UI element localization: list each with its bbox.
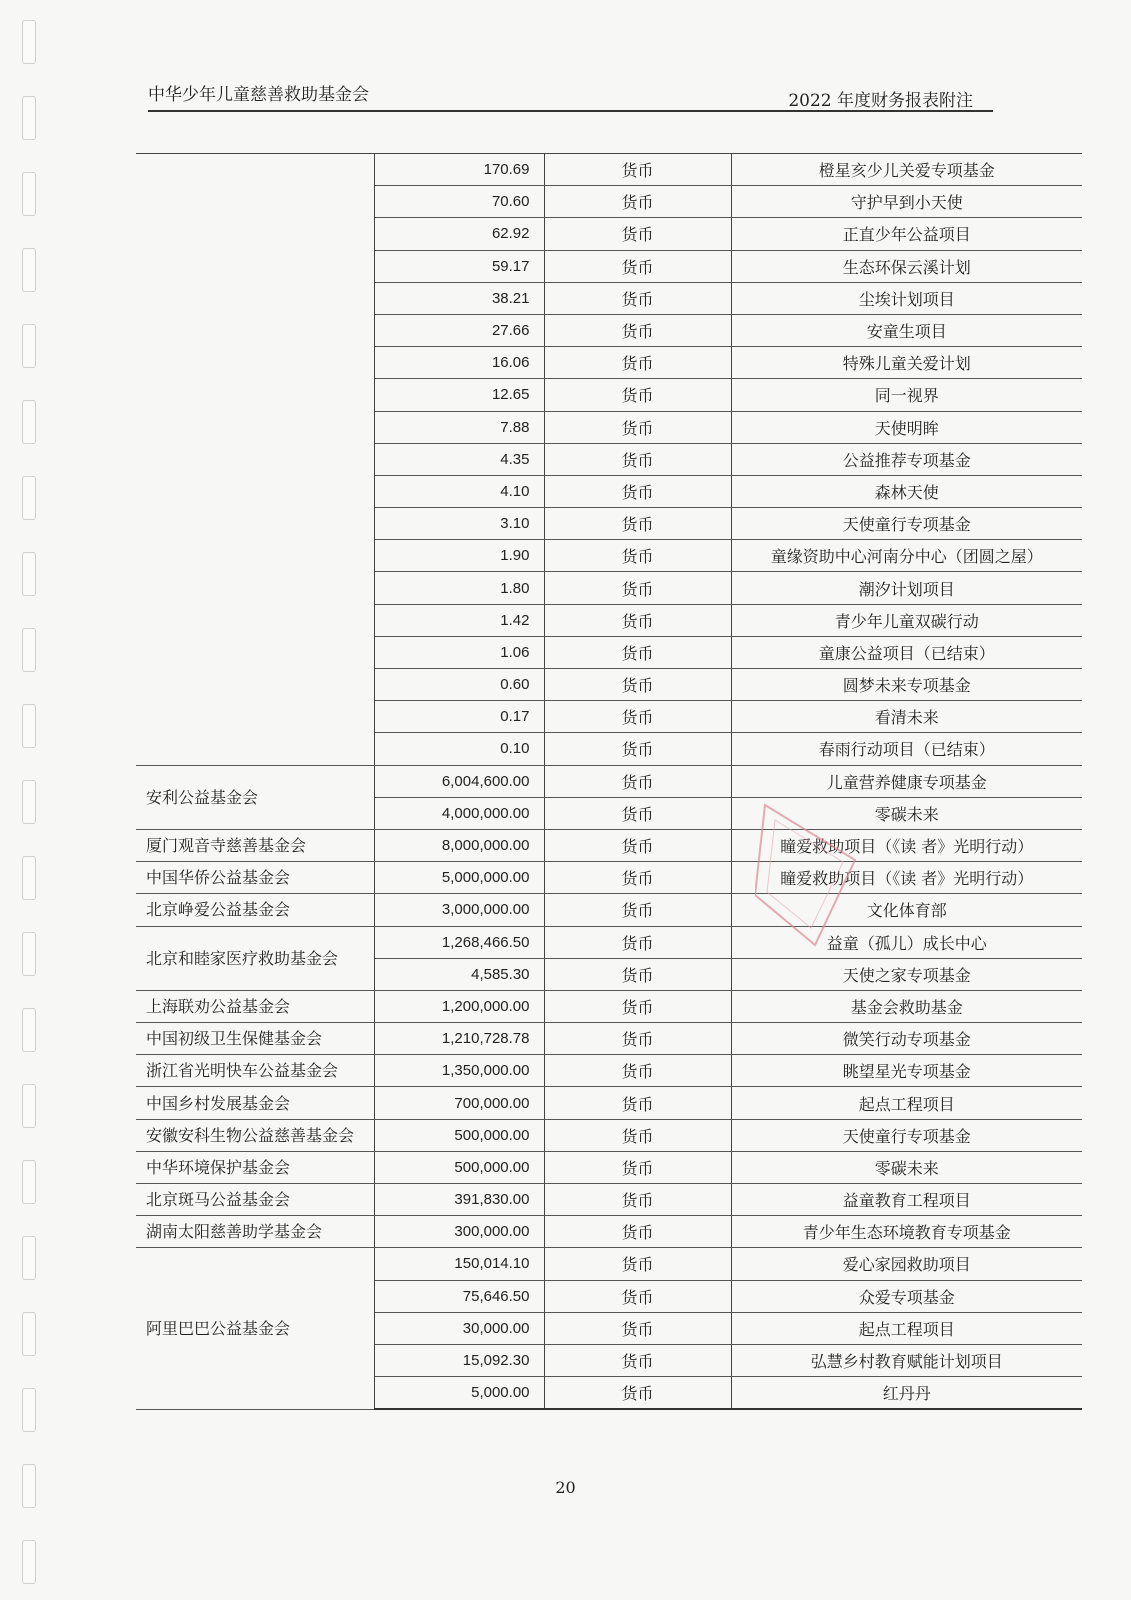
binding-hole: [22, 552, 36, 596]
amount-cell: 1.42: [374, 604, 544, 636]
type-cell: 货币: [544, 540, 731, 572]
amount-cell: 1,268,466.50: [374, 926, 544, 958]
amount-cell: 1.80: [374, 572, 544, 604]
project-cell: 青少年生态环境教育专项基金: [731, 1216, 1082, 1248]
amount-cell: 27.66: [374, 314, 544, 346]
donor-cell: 浙江省光明快车公益基金会: [136, 1055, 374, 1087]
project-cell: 看清未来: [731, 701, 1082, 733]
project-cell: 基金会救助基金: [731, 990, 1082, 1022]
page-header: [148, 78, 993, 112]
type-cell: 货币: [544, 1087, 731, 1119]
type-cell: 货币: [544, 347, 731, 379]
binding-hole: [22, 20, 36, 64]
project-cell: 生态环保云溪计划: [731, 250, 1082, 282]
project-cell: 同一视界: [731, 379, 1082, 411]
amount-cell: 1.90: [374, 540, 544, 572]
table-row: [136, 1184, 1082, 1216]
amount-cell: 62.92: [374, 218, 544, 250]
binding-hole: [22, 400, 36, 444]
type-cell: 货币: [544, 475, 731, 507]
project-cell: 益童教育工程项目: [731, 1184, 1082, 1216]
amount-cell: 70.60: [374, 186, 544, 218]
donor-cell: 湖南太阳慈善助学基金会: [136, 1216, 374, 1248]
project-cell: 正直少年公益项目: [731, 218, 1082, 250]
binding-hole: [22, 780, 36, 824]
project-cell: 瞳爱救助项目（《读 者》光明行动）: [731, 829, 1082, 861]
page-number: 20: [555, 1478, 576, 1497]
type-cell: 货币: [544, 894, 731, 926]
amount-cell: 75,646.50: [374, 1280, 544, 1312]
project-cell: 天使之家专项基金: [731, 958, 1082, 990]
type-cell: 货币: [544, 733, 731, 765]
table-row: [136, 1151, 1082, 1183]
project-cell: 天使童行专项基金: [731, 1119, 1082, 1151]
amount-cell: 8,000,000.00: [374, 829, 544, 861]
project-cell: 文化体育部: [731, 894, 1082, 926]
binding-hole: [22, 476, 36, 520]
project-cell: 童康公益项目（已结束）: [731, 636, 1082, 668]
header-org-name: 中华少年儿童慈善救助基金会: [148, 85, 369, 105]
binding-hole: [22, 1084, 36, 1128]
type-cell: 货币: [544, 186, 731, 218]
table-row: [136, 829, 1082, 861]
project-cell: 童缘资助中心河南分中心（团圆之屋）: [731, 540, 1082, 572]
binding-hole: [22, 856, 36, 900]
type-cell: 货币: [544, 765, 731, 797]
table-row: [136, 1055, 1082, 1087]
type-cell: 货币: [544, 958, 731, 990]
donor-cell: 北京峥爱公益基金会: [136, 894, 374, 926]
amount-cell: 1,210,728.78: [374, 1023, 544, 1055]
type-cell: 货币: [544, 1119, 731, 1151]
project-cell: 零碳未来: [731, 797, 1082, 829]
type-cell: 货币: [544, 701, 731, 733]
project-cell: 守护早到小天使: [731, 186, 1082, 218]
type-cell: 货币: [544, 572, 731, 604]
table-row: [136, 1087, 1082, 1119]
binding-hole: [22, 1236, 36, 1280]
table-row: [136, 1023, 1082, 1055]
amount-cell: 4,585.30: [374, 958, 544, 990]
project-cell: 公益推荐专项基金: [731, 443, 1082, 475]
project-cell: 众爱专项基金: [731, 1280, 1082, 1312]
type-cell: 货币: [544, 604, 731, 636]
type-cell: 货币: [544, 797, 731, 829]
amount-cell: 3.10: [374, 508, 544, 540]
type-cell: 货币: [544, 1248, 731, 1280]
amount-cell: 4.35: [374, 443, 544, 475]
type-cell: 货币: [544, 314, 731, 346]
binding-hole: [22, 1160, 36, 1204]
amount-cell: 15,092.30: [374, 1344, 544, 1376]
project-cell: 弘慧乡村教育赋能计划项目: [731, 1344, 1082, 1376]
binding-hole: [22, 704, 36, 748]
project-cell: 起点工程项目: [731, 1312, 1082, 1344]
amount-cell: 0.60: [374, 669, 544, 701]
amount-cell: 170.69: [374, 154, 544, 186]
type-cell: 货币: [544, 990, 731, 1022]
binding-hole: [22, 96, 36, 140]
table-row: [136, 765, 1082, 797]
binding-hole: [22, 172, 36, 216]
project-cell: 森林天使: [731, 475, 1082, 507]
project-cell: 橙星亥少儿关爱专项基金: [731, 154, 1082, 186]
type-cell: 货币: [544, 926, 731, 958]
type-cell: 货币: [544, 282, 731, 314]
donor-cell: 上海联劝公益基金会: [136, 990, 374, 1022]
table-row: [136, 862, 1082, 894]
project-cell: 特殊儿童关爱计划: [731, 347, 1082, 379]
donor-cell: 安利公益基金会: [136, 765, 374, 829]
amount-cell: 391,830.00: [374, 1184, 544, 1216]
binding-hole: [22, 1388, 36, 1432]
donation-table: [136, 153, 1082, 1410]
binding-hole: [22, 1540, 36, 1584]
amount-cell: 300,000.00: [374, 1216, 544, 1248]
project-cell: 微笑行动专项基金: [731, 1023, 1082, 1055]
table-row: [136, 894, 1082, 926]
amount-cell: 500,000.00: [374, 1151, 544, 1183]
amount-cell: 1,200,000.00: [374, 990, 544, 1022]
amount-cell: 30,000.00: [374, 1312, 544, 1344]
amount-cell: 16.06: [374, 347, 544, 379]
amount-cell: 500,000.00: [374, 1119, 544, 1151]
project-cell: 天使童行专项基金: [731, 508, 1082, 540]
type-cell: 货币: [544, 862, 731, 894]
table-row: [136, 1248, 1082, 1280]
amount-cell: 0.17: [374, 701, 544, 733]
type-cell: 货币: [544, 443, 731, 475]
type-cell: 货币: [544, 1055, 731, 1087]
type-cell: 货币: [544, 1280, 731, 1312]
type-cell: 货币: [544, 411, 731, 443]
amount-cell: 5,000.00: [374, 1377, 544, 1410]
type-cell: 货币: [544, 1023, 731, 1055]
amount-cell: 700,000.00: [374, 1087, 544, 1119]
amount-cell: 38.21: [374, 282, 544, 314]
amount-cell: 1,350,000.00: [374, 1055, 544, 1087]
table-row: [136, 926, 1082, 958]
amount-cell: 4,000,000.00: [374, 797, 544, 829]
donor-cell: 安徽安科生物公益慈善基金会: [136, 1119, 374, 1151]
project-cell: 尘埃计划项目: [731, 282, 1082, 314]
type-cell: 货币: [544, 636, 731, 668]
binding-hole: [22, 1008, 36, 1052]
project-cell: 爱心家园救助项目: [731, 1248, 1082, 1280]
table-row: [136, 1216, 1082, 1248]
project-cell: 儿童营养健康专项基金: [731, 765, 1082, 797]
type-cell: 货币: [544, 1151, 731, 1183]
project-cell: 眺望星光专项基金: [731, 1055, 1082, 1087]
binding-hole: [22, 248, 36, 292]
table-row: [136, 1119, 1082, 1151]
project-cell: 潮汐计划项目: [731, 572, 1082, 604]
project-cell: 圆梦未来专项基金: [731, 669, 1082, 701]
type-cell: 货币: [544, 508, 731, 540]
project-cell: 益童（孤儿）成长中心: [731, 926, 1082, 958]
type-cell: 货币: [544, 1312, 731, 1344]
type-cell: 货币: [544, 250, 731, 282]
header-report-title: 2022 年度财务报表附注: [788, 91, 973, 111]
binding-hole: [22, 932, 36, 976]
amount-cell: 12.65: [374, 379, 544, 411]
table-row: [136, 990, 1082, 1022]
project-cell: 春雨行动项目（已结束）: [731, 733, 1082, 765]
type-cell: 货币: [544, 379, 731, 411]
type-cell: 货币: [544, 218, 731, 250]
amount-cell: 0.10: [374, 733, 544, 765]
amount-cell: 1.06: [374, 636, 544, 668]
binding-hole: [22, 1312, 36, 1356]
donor-cell: 厦门观音寺慈善基金会: [136, 829, 374, 861]
amount-cell: 4.10: [374, 475, 544, 507]
type-cell: 货币: [544, 1377, 731, 1410]
project-cell: 零碳未来: [731, 1151, 1082, 1183]
project-cell: 红丹丹: [731, 1377, 1082, 1410]
amount-cell: 150,014.10: [374, 1248, 544, 1280]
donor-cell: 中国乡村发展基金会: [136, 1087, 374, 1119]
donor-cell: 中国初级卫生保健基金会: [136, 1023, 374, 1055]
binding-hole: [22, 324, 36, 368]
project-cell: 安童生项目: [731, 314, 1082, 346]
amount-cell: 59.17: [374, 250, 544, 282]
donor-cell: 中华环境保护基金会: [136, 1151, 374, 1183]
donor-cell: 阿里巴巴公益基金会: [136, 1248, 374, 1409]
donor-cell: [136, 154, 374, 766]
donor-cell: 北京和睦家医疗救助基金会: [136, 926, 374, 990]
project-cell: 天使明眸: [731, 411, 1082, 443]
amount-cell: 5,000,000.00: [374, 862, 544, 894]
type-cell: 货币: [544, 1184, 731, 1216]
type-cell: 货币: [544, 669, 731, 701]
amount-cell: 3,000,000.00: [374, 894, 544, 926]
project-cell: 起点工程项目: [731, 1087, 1082, 1119]
type-cell: 货币: [544, 154, 731, 186]
amount-cell: 7.88: [374, 411, 544, 443]
amount-cell: 6,004,600.00: [374, 765, 544, 797]
table-row: [136, 154, 1082, 186]
donor-cell: 北京斑马公益基金会: [136, 1184, 374, 1216]
binding-hole: [22, 628, 36, 672]
donor-cell: 中国华侨公益基金会: [136, 862, 374, 894]
type-cell: 货币: [544, 1344, 731, 1376]
project-cell: 瞳爱救助项目（《读 者》光明行动）: [731, 862, 1082, 894]
type-cell: 货币: [544, 829, 731, 861]
type-cell: 货币: [544, 1216, 731, 1248]
project-cell: 青少年儿童双碳行动: [731, 604, 1082, 636]
